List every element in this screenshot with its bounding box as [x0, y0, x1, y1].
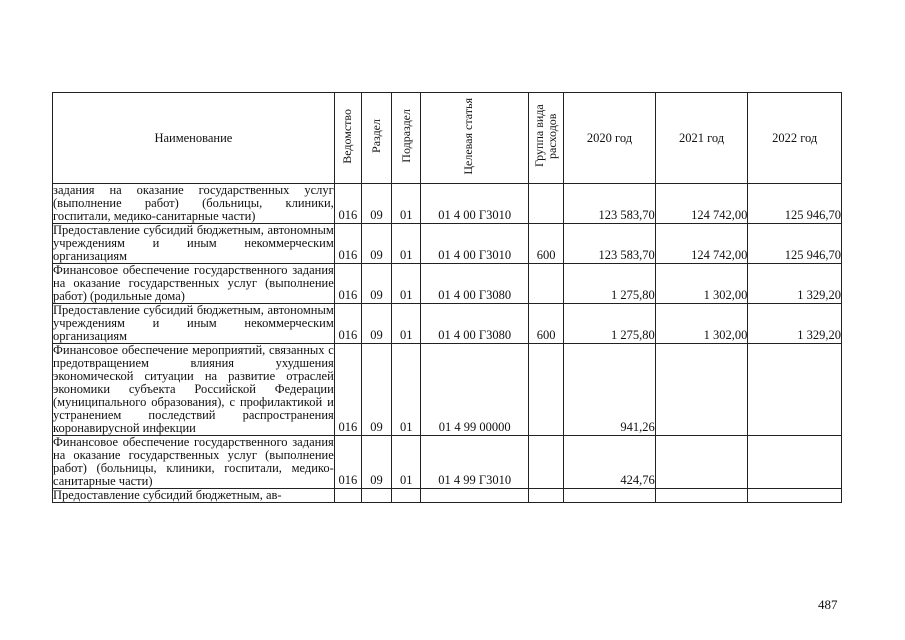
cell-2021	[655, 489, 748, 503]
cell-subsection: 01	[392, 436, 421, 489]
cell-target-article: 01 4 00 Г3080	[421, 264, 529, 304]
cell-section: 09	[361, 264, 391, 304]
table-row	[53, 489, 842, 503]
cell-department: 016	[334, 304, 361, 344]
table-row	[53, 436, 842, 489]
header-subsection: Подраздел	[392, 93, 421, 184]
header-2022: 2022 год	[748, 93, 842, 184]
cell-expense-group	[528, 184, 563, 224]
cell-target-article: 01 4 00 Г3080	[421, 304, 529, 344]
cell-2020: 941,26	[564, 344, 656, 436]
header-expense-group: Группа вида расходов	[528, 93, 563, 184]
cell-subsection	[392, 489, 421, 503]
cell-expense-group	[528, 264, 563, 304]
cell-2021: 1 302,00	[655, 304, 748, 344]
header-2021: 2021 год	[655, 93, 748, 184]
cell-2022: 125 946,70	[748, 224, 842, 264]
cell-subsection: 01	[392, 304, 421, 344]
table-row	[53, 304, 842, 344]
cell-name: Предоставление субсидий бюджетным, автономным учреждениям и иным некоммерческим организациям	[53, 223, 334, 263]
cell-2020: 123 583,70	[564, 224, 656, 264]
cell-section: 09	[361, 304, 391, 344]
cell-subsection: 01	[392, 264, 421, 304]
cell-section: 09	[361, 224, 391, 264]
table-row	[53, 224, 842, 264]
cell-expense-group	[528, 436, 563, 489]
table-body	[53, 184, 842, 503]
cell-department: 016	[334, 264, 361, 304]
cell-section	[361, 489, 391, 503]
cell-name: Финансовое обеспечение мероприятий, связанных с предотвращением влияния ухудшения экономической ситуации на развитие отраслей экономики субъекта Российской Федерации (муниципального образования), с профилактикой и устранением последствий распространения коронавирусной инфекции	[53, 343, 334, 435]
cell-section: 09	[361, 184, 391, 224]
cell-target-article: 01 4 00 Г3010	[421, 224, 529, 264]
cell-target-article: 01 4 00 Г3010	[421, 184, 529, 224]
cell-name: задания на оказание государственных услуг (выполнение работ) (больницы, клиники, госпитали, медико-санитарные части)	[53, 183, 334, 223]
cell-2022	[748, 489, 842, 503]
cell-department: 016	[334, 436, 361, 489]
cell-section: 09	[361, 436, 391, 489]
table-row	[53, 184, 842, 224]
cell-2021: 124 742,00	[655, 184, 748, 224]
cell-department	[334, 489, 361, 503]
cell-department: 016	[334, 184, 361, 224]
cell-2020	[564, 489, 656, 503]
cell-2020: 123 583,70	[564, 184, 656, 224]
cell-expense-group	[528, 344, 563, 436]
cell-2021: 124 742,00	[655, 224, 748, 264]
cell-2022	[748, 436, 842, 489]
page-number: 487	[818, 597, 838, 612]
header-row	[53, 93, 842, 184]
cell-subsection: 01	[392, 344, 421, 436]
header-target-article: Целевая статья	[421, 93, 529, 184]
cell-section: 09	[361, 344, 391, 436]
cell-expense-group: 600	[528, 224, 563, 264]
header-department: Ведомство	[334, 93, 361, 184]
cell-2021	[655, 436, 748, 489]
cell-department: 016	[334, 344, 361, 436]
cell-2022	[748, 344, 842, 436]
header-2020: 2020 год	[564, 93, 656, 184]
cell-name: Финансовое обеспечение государственного задания на оказание государственных услуг (выполнение работ) (родильные дома)	[53, 263, 334, 303]
cell-target-article: 01 4 99 Г3010	[421, 436, 529, 489]
cell-2022: 125 946,70	[748, 184, 842, 224]
cell-expense-group	[528, 489, 563, 503]
cell-subsection: 01	[392, 224, 421, 264]
budget-table	[52, 92, 842, 503]
cell-name: Финансовое обеспечение государственного задания на оказание государственных услуг (выполнение работ) (больницы, клиники, госпитали, медико-санитарные части)	[53, 435, 334, 488]
cell-2021: 1 302,00	[655, 264, 748, 304]
header-name: Наименование	[53, 93, 335, 184]
cell-target-article	[421, 489, 529, 503]
cell-2020: 1 275,80	[564, 304, 656, 344]
cell-name: Предоставление субсидий бюджетным, автономным учреждениям и иным некоммерческим организациям	[53, 303, 334, 343]
table-row	[53, 344, 842, 436]
cell-2020: 1 275,80	[564, 264, 656, 304]
cell-name: Предоставление субсидий бюджетным, ав-	[53, 489, 335, 503]
header-section: Раздел	[361, 93, 391, 184]
cell-subsection: 01	[392, 184, 421, 224]
cell-2020: 424,76	[564, 436, 656, 489]
cell-target-article: 01 4 99 00000	[421, 344, 529, 436]
cell-2021	[655, 344, 748, 436]
cell-2022: 1 329,20	[748, 264, 842, 304]
cell-department: 016	[334, 224, 361, 264]
table-row	[53, 264, 842, 304]
cell-2022: 1 329,20	[748, 304, 842, 344]
cell-expense-group: 600	[528, 304, 563, 344]
